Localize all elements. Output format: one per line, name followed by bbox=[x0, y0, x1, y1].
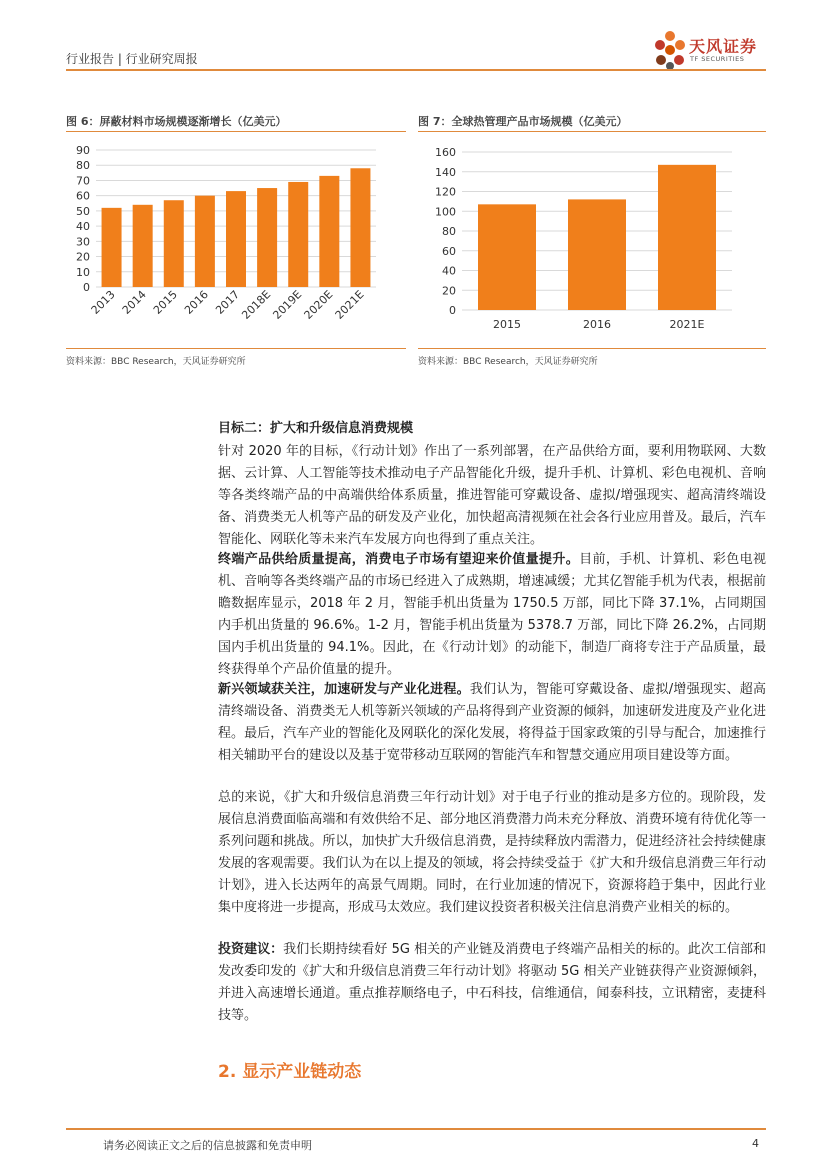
bar bbox=[195, 196, 215, 287]
y-tick-label: 140 bbox=[435, 165, 456, 179]
header-divider bbox=[66, 69, 766, 71]
bar bbox=[319, 176, 339, 287]
y-tick-label: 160 bbox=[435, 146, 456, 159]
y-tick-label: 40 bbox=[76, 220, 90, 234]
logo-mark-icon bbox=[652, 30, 688, 72]
y-tick-label: 20 bbox=[76, 250, 90, 264]
paragraph-4: 总的来说，《扩大和升级信息消费三年行动计划》对于电子行业的推动是多方位的。现阶段，发展信息消费面临高端和有效供给不足、部分地区消费潜力尚未充分释放、消费环境有待优化等一系列问题和挑战。所以，加快扩大升级信息消费，是持续释放内需潜力，促进经济社会持续健康发展的客观需要。我们认为在以上提及的领域，将会持续受益于《扩大和升级信息消费三年行动计划》，进入长达两年的高景气周期。同时，在行业加速的情况下，资源将趋于集中，因此行业集中度将进一步提高，形成马太效应。我们建议投资者积极关注信息消费产业相关的标的。 bbox=[218, 790, 766, 915]
bar bbox=[568, 199, 626, 310]
x-tick-label: 2016 bbox=[182, 287, 212, 317]
y-tick-label: 20 bbox=[442, 284, 456, 298]
paragraph-5: 投资建议：我们长期持续看好 5G 相关的产业链及消费电子终端产品相关的标的。此次工信部和发改委印发的《扩大和升级信息消费三年行动计划》将驱动 5G 相关产业链获得产业资源倾斜，并进入高速增长通道。重点推荐顺络电子，中石科技，信维通信，闻泰科技，立讯精密，麦捷科技等。 bbox=[218, 942, 766, 1023]
y-tick-label: 30 bbox=[76, 235, 90, 249]
y-tick-label: 50 bbox=[76, 204, 90, 218]
x-tick-label: 2013 bbox=[88, 287, 118, 317]
paragraph-2-lead: 终端产品供给质量提高，消费电子市场有望迎来价值量提升。 bbox=[218, 552, 580, 567]
y-tick-label: 10 bbox=[76, 265, 90, 279]
section-title: 2. 显示产业链动态 bbox=[218, 1062, 362, 1082]
x-tick-label: 2019E bbox=[270, 287, 305, 322]
brand-name: 天风证券 bbox=[689, 37, 758, 56]
y-tick-label: 60 bbox=[76, 189, 90, 203]
figure-7-bottom-rule bbox=[418, 348, 766, 349]
y-tick-label: 80 bbox=[442, 225, 456, 238]
y-tick-label: 40 bbox=[442, 264, 456, 278]
figure-6-title-rule bbox=[66, 131, 406, 132]
bar bbox=[102, 208, 122, 287]
y-tick-label: 90 bbox=[76, 144, 90, 157]
x-tick-label: 2015 bbox=[493, 318, 521, 331]
y-tick-label: 60 bbox=[442, 244, 456, 258]
x-tick-label: 2021E bbox=[332, 287, 367, 322]
page-number: 4 bbox=[752, 1137, 759, 1150]
brand-name-en: TF SECURITIES bbox=[690, 55, 745, 63]
y-tick-label: 70 bbox=[76, 174, 90, 188]
figure-6-source: 资料来源：BBC Research，天风证券研究所 bbox=[66, 357, 246, 367]
figure-7-title: 图 7：全球热管理产品市场规模（亿美元） bbox=[418, 115, 628, 128]
bar bbox=[658, 165, 716, 310]
bar bbox=[478, 204, 536, 310]
figure-7-title-rule bbox=[418, 131, 766, 132]
brand-logo bbox=[652, 30, 772, 72]
paragraph-5-lead: 投资建议： bbox=[218, 942, 284, 957]
figure-7-source: 资料来源：BBC Research，天风证券研究所 bbox=[418, 357, 598, 367]
figure-7-chart bbox=[418, 135, 766, 345]
y-tick-label: 80 bbox=[76, 159, 90, 173]
bar bbox=[133, 205, 153, 287]
y-tick-label: 0 bbox=[449, 304, 456, 317]
figure-6-title: 图 6：屏蔽材料市场规模逐渐增长（亿美元） bbox=[66, 115, 287, 128]
x-tick-label: 2014 bbox=[119, 287, 149, 317]
footer-disclaimer: 请务必阅读正文之后的信息披露和免责申明 bbox=[103, 1139, 312, 1152]
bar bbox=[164, 200, 184, 287]
paragraph-3: 新兴领域获关注，加速研发与产业化进程。我们认为，智能可穿戴设备、虚拟/增强现实、超高清终端设备、消费类无人机等新兴领域的产品将得到产业资源的倾斜，加速研发进度及产业化进程。最后，汽车产业的智能化及网联化的深化发展，将得益于国家政策的引导与配合，加速推行相关辅助平台的建设以及基于宽带移动互联网的智能汽车和智慧交通应用项目建设等方面。 bbox=[218, 682, 766, 763]
report-header: 行业报告 | 行业研究周报 bbox=[66, 52, 198, 66]
figure-6-bottom-rule bbox=[66, 348, 406, 349]
paragraph-3-lead: 新兴领域获关注，加速研发与产业化进程。 bbox=[218, 682, 470, 697]
footer-divider bbox=[66, 1128, 766, 1130]
subsection-heading: 目标二：扩大和升级信息消费规模 bbox=[218, 421, 414, 436]
x-tick-label: 2016 bbox=[583, 318, 611, 331]
x-tick-label: 2020E bbox=[301, 287, 336, 322]
figure-6-chart bbox=[66, 135, 406, 345]
x-tick-label: 2021E bbox=[669, 318, 705, 331]
x-tick-label: 2015 bbox=[150, 287, 180, 317]
bar bbox=[350, 168, 370, 287]
y-tick-label: 0 bbox=[83, 281, 90, 294]
y-tick-label: 120 bbox=[435, 185, 456, 199]
x-tick-label: 2018E bbox=[239, 287, 274, 322]
paragraph-1: 针对 2020 年的目标，《行动计划》作出了一系列部署，在产品供给方面，要利用物联网、大数据、云计算、人工智能等技术推动电子产品智能化升级，提升手机、计算机、彩色电视机、音响等各类终端产品的中高端供给体系质量，推进智能可穿戴设备、虚拟/增强现实、超高清终端设备、消费类无人机等产品的研发及产业化，加快超高清视频在社会各行业应用普及。最后，汽车智能化、网联化等未来汽车发展方向也得到了重点关注。 bbox=[218, 444, 766, 547]
bar bbox=[226, 191, 246, 287]
bar bbox=[288, 182, 308, 287]
x-tick-label: 2017 bbox=[213, 287, 243, 317]
bar bbox=[257, 188, 277, 287]
paragraph-2: 终端产品供给质量提高，消费电子市场有望迎来价值量提升。目前，手机、计算机、彩色电视机、音响等各类终端产品的市场已经进入了成熟期，增速减缓；尤其亿智能手机为代表，根据前瞻数据库显示，2018 年 2 月，智能手机出货量为 1750.5 万部，同比下降 37.1%，占同期国内手机出货量的 96.6%。1-2 月，智能手机出货量为 5378.7 万部，同比下降 26.2%，占同期国内手机出货量的 94.1%。因此，在《行动计划》的动能下，制造厂商将专注于产品质量，最终获得单个产品价值量的提升。 bbox=[218, 552, 766, 677]
y-tick-label: 100 bbox=[435, 205, 456, 219]
